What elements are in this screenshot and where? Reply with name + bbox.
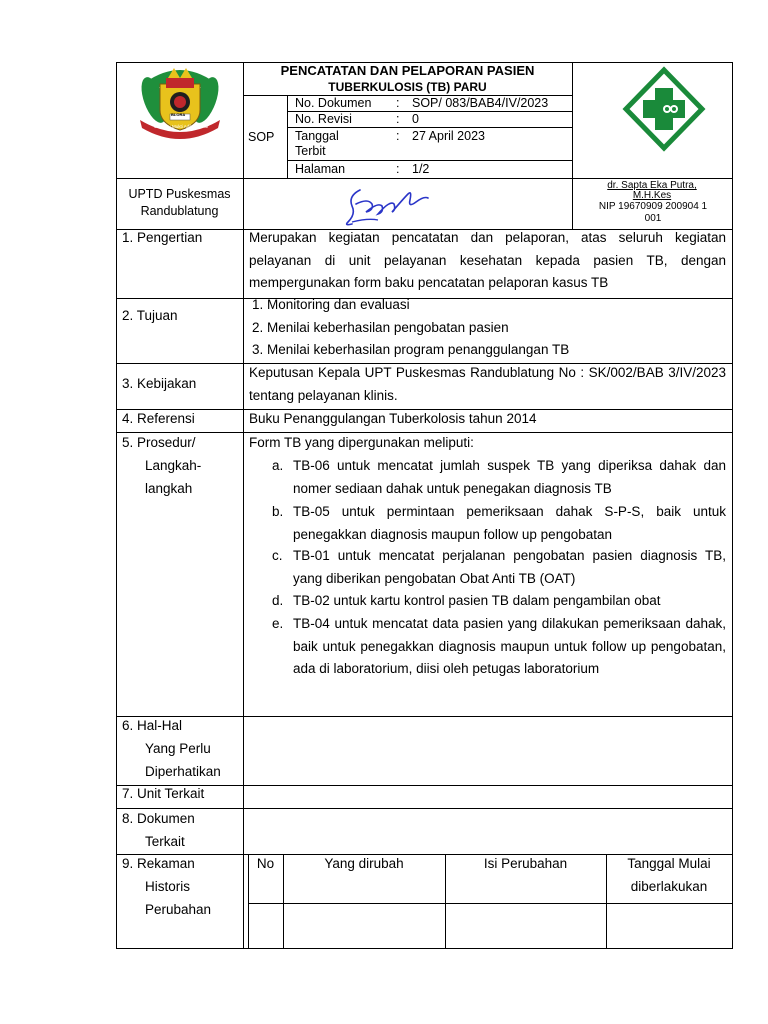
rekaman-header-tanggal: Tanggal Mulai [627, 856, 711, 871]
prosedur-item: TB-05 untuk permintaan pemeriksaan dahak S-P-S, baik untuk penegakkan diagnosis maupun follow up pengobatan [293, 504, 726, 542]
meta-label-no-revisi: No. Revisi [295, 112, 352, 126]
signer-nip: NIP 19670909 200904 1 [598, 201, 708, 212]
label-dokumen: 8. Dokumen [122, 811, 195, 826]
meta-label-terbit: Terbit [295, 144, 326, 158]
blora-logo [134, 62, 226, 142]
signature [338, 182, 434, 228]
meta-label-no-dokumen: No. Dokumen [295, 96, 372, 110]
title-line-2: TUBERKULOSIS (TB) PARU [328, 80, 487, 94]
label-dokumen-cont: Terkait [145, 834, 185, 849]
text-kebijakan: Keputusan Kepala UPT Puskesmas Randublatung No : SK/002/BAB 3/IV/2023 tentang pelayanan klinis. [249, 365, 726, 403]
prosedur-item: TB-06 untuk mencatat jumlah suspek TB yang diperiksa dahak dan nomer sediaan dahak untuk penegakan diagnosis TB [293, 458, 726, 496]
label-prosedur-cont: Langkah- [145, 458, 202, 473]
label-hal-hal-cont: Diperhatikan [145, 764, 221, 779]
unit-line-2: Randublatung [140, 203, 219, 218]
meta-sep: : [396, 162, 400, 176]
tujuan-item: 3. Menilai keberhasilan program penanggulangan TB [252, 342, 570, 357]
meta-value-tanggal: 27 April 2023 [412, 129, 485, 143]
meta-value-halaman: 1/2 [412, 162, 430, 176]
signer-title: M.H.Kes [632, 190, 672, 201]
prosedur-marker: a. [272, 458, 284, 473]
meta-label-halaman: Halaman [295, 162, 346, 176]
prosedur-item: TB-04 untuk mencatat data pasien yang dilakukan pemeriksaan dahak, baik untuk penegakkan diagnosis maupun untuk follow up pengobatan, ada di laboratorium, diisi oleh petugas laboratorium [293, 616, 726, 676]
rekaman-header-yang-dirubah: Yang dirubah [324, 856, 404, 871]
title-line-1: PENCATATAN DAN PELAPORAN PASIEN [280, 63, 535, 78]
label-kebijakan: 3. Kebijakan [122, 376, 197, 391]
rekaman-header-tanggal-cont: diberlakukan [630, 879, 708, 894]
meta-sep: : [396, 112, 400, 126]
meta-label-tanggal: Tanggal [295, 129, 339, 143]
label-pengertian: 1. Pengertian [122, 230, 203, 245]
rekaman-header-isi: Isi Perubahan [483, 856, 568, 871]
label-rekaman: 9. Rekaman [122, 856, 195, 871]
prosedur-marker: d. [272, 593, 284, 608]
document-title [243, 63, 572, 95]
label-rekaman-cont: Historis [145, 879, 191, 894]
label-tujuan: 2. Tujuan [122, 308, 178, 323]
signer-name: dr. Sapta Eka Putra, [607, 180, 697, 191]
meta-value-no-dokumen: SOP/ 083/BAB4/IV/2023 [412, 96, 549, 110]
prosedur-marker: e. [272, 616, 284, 631]
tujuan-item: 1. Monitoring dan evaluasi [252, 297, 410, 312]
prosedur-item: TB-01 untuk mencatat perjalanan pengobatan pasien diagnosis TB, yang diberikan pengobatan Obat Anti TB (OAT) [293, 548, 726, 586]
label-unit-terkait: 7. Unit Terkait [122, 786, 205, 801]
logo-left-text: BLORA [171, 112, 186, 117]
prosedur-marker: b. [272, 504, 284, 519]
unit-name [116, 186, 243, 219]
label-referensi: 4. Referensi [122, 411, 195, 426]
label-rekaman-cont: Perubahan [145, 902, 212, 917]
meta-sep: : [396, 96, 400, 110]
prosedur-intro: Form TB yang dipergunakan meliputi: [249, 435, 474, 450]
label-hal-hal-cont: Yang Perlu [145, 741, 211, 756]
label-prosedur: 5. Prosedur/ [122, 435, 196, 450]
text-pengertian: Merupakan kegiatan pencatatan dan pelaporan, atas seluruh kegiatan pelayanan di unit pelayanan kesehatan kepada pasien TB, dengan mempergunakan form baku pencatatan pelaporan kasus TB [249, 230, 726, 290]
puskesmas-logo [622, 66, 706, 152]
tujuan-item: 2. Menilai keberhasilan pengobatan pasien [252, 320, 509, 335]
sop-label: SOP [248, 130, 275, 144]
logo-left-ribbon: Sa-bayu Mukti Adil Makmur [154, 124, 209, 129]
meta-value-no-revisi: 0 [412, 112, 419, 126]
rekaman-header-no: No [256, 856, 275, 871]
prosedur-marker: c. [272, 548, 283, 563]
signer-nip-cont: 001 [644, 213, 662, 224]
label-prosedur-cont: langkah [145, 481, 193, 496]
unit-line-1: UPTD Puskesmas [128, 187, 231, 201]
label-hal-hal: 6. Hal-Hal [122, 718, 183, 733]
text-referensi: Buku Penanggulangan Tuberkolosis tahun 2014 [249, 411, 537, 426]
meta-sep: : [396, 129, 400, 143]
prosedur-item: TB-02 untuk kartu kontrol pasien TB dalam pengambilan obat [293, 593, 661, 608]
